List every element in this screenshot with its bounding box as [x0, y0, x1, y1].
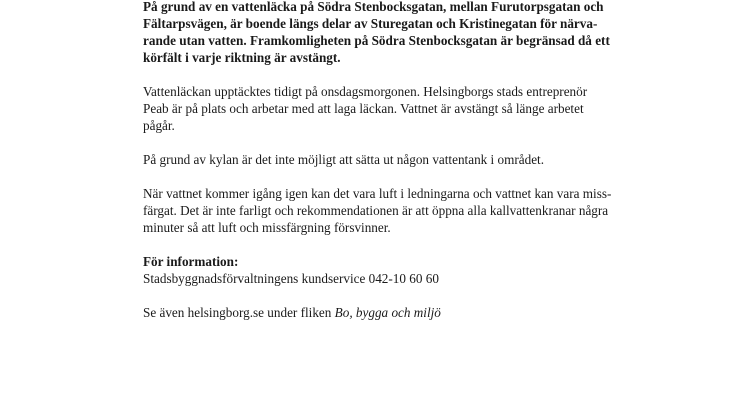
lead-line: körfält i varje riktning är avstängt.	[143, 50, 341, 65]
lead-line: På grund av en vattenläcka på Södra Stenbocksgatan, mellan Furutorpsgatan och	[143, 0, 604, 14]
press-release-body	[143, 0, 613, 338]
lead-line: rande utan vatten. Framkomligheten på Södra Stenbocksgatan är begränsad då ett	[143, 33, 610, 48]
lead-paragraph	[143, 0, 613, 66]
contact-details: Stadsbyggnadsförvaltningens kundservice 042-10 60 60	[143, 271, 439, 286]
paragraph-line: färgat. Det är inte farligt och rekommendationen är att öppna alla kallvattenkranar några	[143, 203, 609, 218]
paragraph-line: När vattnet kommer igång igen kan det vara luft i ledningarna och vattnet kan vara miss-	[143, 186, 612, 201]
water-tank-paragraph	[143, 151, 613, 168]
see-also	[143, 304, 613, 321]
paragraph-line: Vattenläckan upptäcktes tidigt på onsdagsmorgonen. Helsingborgs stads entreprenör	[143, 84, 588, 99]
paragraph-line: Peab är på plats och arbetar med att laga läckan. Vattnet är avstängt så länge arbetet	[143, 101, 584, 116]
contact-heading: För information:	[143, 254, 239, 269]
lead-line: Fältarpsvägen, är boende längs delar av Sturegatan och Kristinegatan för närva-	[143, 16, 598, 31]
paragraph-line: På grund av kylan är det inte möjligt att sätta ut någon vattentank i området.	[143, 152, 545, 167]
discovery-paragraph	[143, 83, 613, 134]
discoloration-paragraph	[143, 185, 613, 236]
paragraph-line: pågår.	[143, 118, 175, 133]
see-also-section-link[interactable]: Bo, bygga och miljö	[334, 305, 441, 320]
paragraph-line: minuter så att luft och missfärgning försvinner.	[143, 220, 391, 235]
see-also-text: Se även helsingborg.se under fliken	[143, 305, 335, 320]
contact-info	[143, 253, 613, 287]
